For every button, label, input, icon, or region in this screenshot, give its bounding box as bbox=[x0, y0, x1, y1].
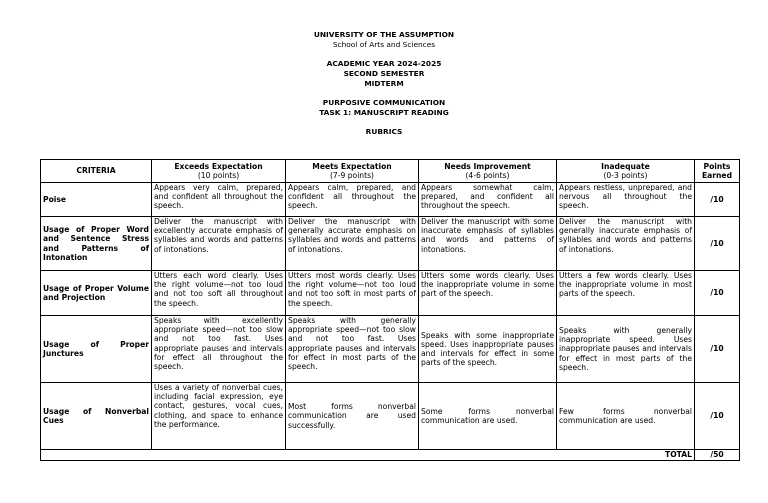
points-cell: /10 bbox=[695, 316, 740, 383]
points-cell: /10 bbox=[695, 383, 740, 450]
description-cell: Some forms nonverbal communication are used. bbox=[419, 383, 557, 450]
rubric-table bbox=[40, 159, 740, 461]
table-row bbox=[41, 271, 740, 316]
criteria-cell: Usage of Nonverbal Cues bbox=[41, 383, 152, 450]
section-title: RUBRICS bbox=[365, 127, 403, 136]
level-header: Meets Expectation (7-9 points) bbox=[286, 160, 419, 183]
description-cell: Speaks with generally appropriate speed—not too slow and not too fast. Uses appropriate pauses and intervals for effect in most parts of the speech. bbox=[286, 316, 419, 383]
description-cell: Speaks with some inappropriate speed. Uses inappropriate pauses and intervals for effect in some parts of the speech. bbox=[419, 316, 557, 383]
total-value: /50 bbox=[695, 450, 740, 461]
total-row bbox=[41, 450, 740, 461]
description-cell: Deliver the manuscript with some inaccurate emphasis of syllables and words and patterns of intonations. bbox=[419, 217, 557, 271]
points-header: Points Earned bbox=[695, 160, 740, 183]
criteria-cell: Usage of Proper Word and Sentence Stress and Patterns of Intonation bbox=[41, 217, 152, 271]
level-header: Exceeds Expectation (10 points) bbox=[152, 160, 286, 183]
points-cell: /10 bbox=[695, 271, 740, 316]
description-cell: Speaks with generally inappropriate speed. Uses inappropriate pauses and intervals for effect in most parts of the speech. bbox=[557, 316, 695, 383]
term: MIDTERM bbox=[364, 79, 404, 88]
task-title: TASK 1: MANUSCRIPT READING bbox=[319, 108, 449, 117]
description-cell: Speaks with excellently appropriate speed—not too slow and not too fast. Uses appropriate pauses and intervals for effect all throughout the speech. bbox=[152, 316, 286, 383]
description-cell: Utters a few words clearly. Uses the inappropriate volume in most parts of the speech. bbox=[557, 271, 695, 316]
table-row bbox=[41, 383, 740, 450]
level-header: Needs Improvement (4-6 points) bbox=[419, 160, 557, 183]
course-title: PURPOSIVE COMMUNICATION bbox=[322, 98, 446, 107]
description-cell: Appears restless, unprepared, and nervous all throughout the speech. bbox=[557, 183, 695, 217]
criteria-header: CRITERIA bbox=[41, 160, 152, 183]
semester: SECOND SEMESTER bbox=[343, 69, 425, 78]
description-cell: Deliver the manuscript with generally inaccurate emphasis of syllables and words and patterns of intonations. bbox=[557, 217, 695, 271]
description-cell: Utters some words clearly. Uses the inappropriate volume in some part of the speech. bbox=[419, 271, 557, 316]
description-cell: Appears calm, prepared, and confident all throughout the speech. bbox=[286, 183, 419, 217]
criteria-cell: Poise bbox=[41, 183, 152, 217]
description-cell: Appears very calm, prepared, and confident all throughout the speech. bbox=[152, 183, 286, 217]
description-cell: Deliver the manuscript with excellently accurate emphasis of syllables and words and patterns of intonations. bbox=[152, 217, 286, 271]
description-cell: Utters each word clearly. Uses the right volume—not too loud and not too soft all throughout the speech. bbox=[152, 271, 286, 316]
school-name: School of Arts and Sciences bbox=[332, 40, 436, 49]
academic-year: ACADEMIC YEAR 2024-2025 bbox=[326, 59, 442, 68]
university-name: UNIVERSITY OF THE ASSUMPTION bbox=[313, 30, 455, 39]
points-cell: /10 bbox=[695, 217, 740, 271]
description-cell: Uses a variety of nonverbal cues, including facial expression, eye contact, gestures, vocal cues, clothing, and space to enhance the performance. bbox=[152, 383, 286, 450]
description-cell: Most forms nonverbal communication are used successfully. bbox=[286, 383, 419, 450]
table-row bbox=[41, 316, 740, 383]
description-cell: Few forms nonverbal communication are used. bbox=[557, 383, 695, 450]
description-cell: Utters most words clearly. Uses the right volume—not too loud and not too soft in most parts of the speech. bbox=[286, 271, 419, 316]
table-header-row bbox=[41, 160, 740, 183]
level-header: Inadequate (0-3 points) bbox=[557, 160, 695, 183]
document-header bbox=[0, 30, 768, 137]
table-row bbox=[41, 183, 740, 217]
criteria-cell: Usage of Proper Junctures bbox=[41, 316, 152, 383]
description-cell: Deliver the manuscript with generally accurate emphasis on syllables and words and patterns of intonations. bbox=[286, 217, 419, 271]
description-cell: Appears somewhat calm, prepared, and confident all throughout the speech. bbox=[419, 183, 557, 217]
table-row bbox=[41, 217, 740, 271]
points-cell: /10 bbox=[695, 183, 740, 217]
total-label: TOTAL bbox=[41, 450, 695, 461]
criteria-cell: Usage of Proper Volume and Projection bbox=[41, 271, 152, 316]
